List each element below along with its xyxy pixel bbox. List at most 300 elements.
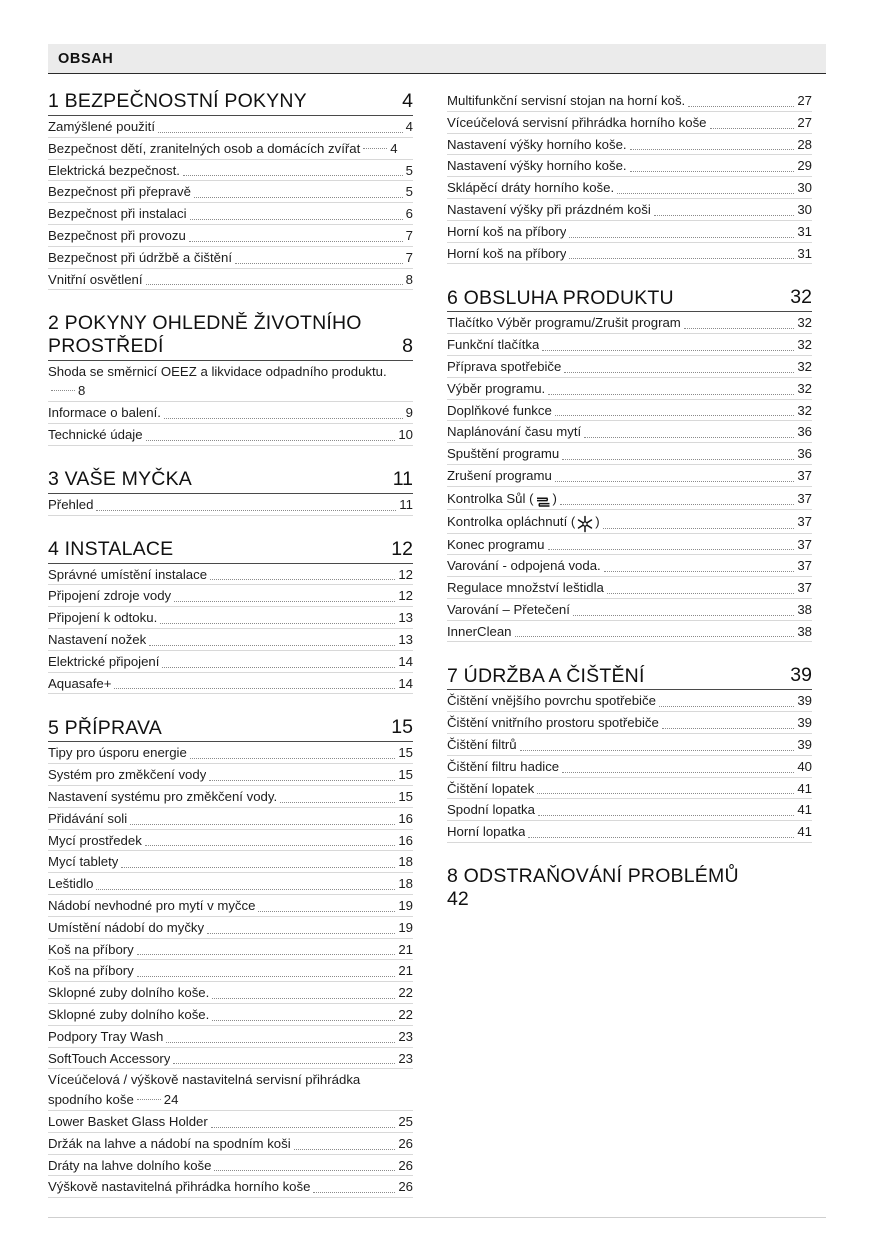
toc-entry-leader xyxy=(604,571,795,572)
toc-entry-page: 21 xyxy=(398,941,413,957)
toc-entry-label: Nastavení systému pro změkčení vody. xyxy=(48,788,278,804)
toc-entry[interactable] xyxy=(48,585,413,607)
toc-entry-page: 32 xyxy=(797,358,812,374)
toc-entry[interactable] xyxy=(447,199,812,221)
toc-entry-page: 19 xyxy=(398,919,413,935)
toc-entry-label: Bezpečnost při údržbě a čištění xyxy=(48,249,232,265)
page-header xyxy=(48,44,826,74)
toc-entry-leader xyxy=(562,459,794,460)
toc-entry[interactable] xyxy=(447,177,812,199)
toc-entry-label-suffix: ) xyxy=(552,490,557,506)
toc-entry-page: 4 xyxy=(390,140,398,156)
toc-entry-label: Čištění lopatek xyxy=(447,780,535,796)
toc-entry-leader xyxy=(584,437,794,438)
toc-entry[interactable] xyxy=(447,134,812,156)
toc-chapter-title: 2 POKYNY OHLEDNĚ ŽIVOTNÍHO PROSTŘEDÍ xyxy=(48,312,362,357)
toc-entry[interactable] xyxy=(48,764,413,786)
toc-entry-label: Výškově nastavitelná přihrádka horního koše xyxy=(48,1179,311,1195)
toc-entry-leader xyxy=(166,1042,395,1043)
toc-entry-label: Nastavení výšky při prázdném koši xyxy=(447,201,651,217)
toc-entry-leader xyxy=(137,1099,161,1100)
toc-entry[interactable] xyxy=(447,112,812,134)
toc-entry-leader xyxy=(209,780,395,781)
toc-entry[interactable] xyxy=(48,494,413,516)
toc-entry-leader xyxy=(688,106,794,107)
toc-entry-page: 9 xyxy=(405,405,413,421)
toc-entry-leader xyxy=(569,258,794,259)
toc-entry-page: 14 xyxy=(398,653,413,669)
toc-entry-label: Bezpečnost při přepravě xyxy=(48,184,191,200)
toc-right-column xyxy=(447,90,812,913)
toc-entry-leader xyxy=(662,728,794,729)
toc-entry-label: Informace o balení. xyxy=(48,405,161,421)
toc-chapter-heading[interactable] xyxy=(447,286,812,312)
toc-entry-page: 14 xyxy=(398,675,413,691)
toc-chapter-title: 6 OBSLUHA PRODUKTU xyxy=(447,286,674,309)
toc-entry-page: 37 xyxy=(797,536,812,552)
toc-entry-page: 23 xyxy=(398,1028,413,1044)
toc-chapter-page: 32 xyxy=(790,286,812,309)
toc-entry-leader xyxy=(164,418,403,419)
toc-entry-page: 37 xyxy=(797,467,812,483)
toc-entry-page: 11 xyxy=(399,496,413,512)
toc-entry-page: 40 xyxy=(797,758,812,774)
toc-entry-label-suffix: ) xyxy=(595,514,600,530)
toc-entry-label: Spodní lopatka xyxy=(447,802,535,818)
toc-entry-label: Čištění vnitřního prostoru spotřebiče xyxy=(447,715,659,731)
toc-entry[interactable] xyxy=(48,982,413,1004)
toc-entry[interactable] xyxy=(447,443,812,465)
toc-entry-page: 32 xyxy=(797,315,812,331)
toc-entry-label: Připojení zdroje vody xyxy=(48,588,172,604)
salt-indicator-icon xyxy=(535,495,552,509)
toc-entry[interactable] xyxy=(447,555,812,577)
toc-entry-leader xyxy=(149,645,395,646)
toc-entry-label: Přidávání soli xyxy=(48,810,128,826)
toc-entry-label: Podpory Tray Wash xyxy=(48,1028,164,1044)
toc-entry-label: Multifunkční servisní stojan na horní koš. xyxy=(447,93,686,108)
toc-entry-page: 25 xyxy=(398,1113,413,1129)
toc-entry[interactable] xyxy=(48,651,413,673)
toc-entry[interactable] xyxy=(447,155,812,177)
toc-chapter-heading[interactable] xyxy=(48,538,413,564)
toc-entry-page: 15 xyxy=(398,788,413,804)
toc-entry-label: Koš na příbory xyxy=(48,941,134,957)
toc-entry[interactable] xyxy=(48,1069,413,1111)
toc-entry-leader xyxy=(654,215,795,216)
toc-entry[interactable] xyxy=(48,269,413,291)
toc-entry-label: Tipy pro úsporu energie xyxy=(48,745,187,761)
toc-entry-label: Kontrolka Sůl ( xyxy=(447,490,534,506)
toc-entry-label: Nastavení nožek xyxy=(48,631,147,647)
toc-entry[interactable] xyxy=(48,225,413,247)
toc-entry[interactable] xyxy=(48,851,413,873)
toc-entry-page: 29 xyxy=(797,158,812,174)
toc-entry-label: Mycí prostředek xyxy=(48,832,142,848)
toc-entry[interactable] xyxy=(447,734,812,756)
toc-entry[interactable] xyxy=(48,742,413,764)
toc-entry-label: Správné umístění instalace xyxy=(48,566,208,582)
toc-entry-page: 32 xyxy=(797,380,812,396)
toc-entry[interactable] xyxy=(48,786,413,808)
toc-entry-label: Přehled xyxy=(48,496,94,512)
toc-entry-page: 36 xyxy=(797,446,812,462)
toc-entry[interactable] xyxy=(447,778,812,800)
toc-chapter-page: 39 xyxy=(790,664,812,687)
toc-entry-leader xyxy=(313,1192,395,1193)
toc-chapter-page: 15 xyxy=(391,716,413,739)
toc-entry-label: Funkční tlačítka xyxy=(447,337,540,353)
toc-entry-label: Nastavení výšky horního koše. xyxy=(447,158,627,174)
toc-entry-leader xyxy=(212,998,395,999)
toc-entry-leader xyxy=(173,1063,395,1064)
toc-entry[interactable] xyxy=(447,421,812,443)
toc-entry-label: Varování – Přetečení xyxy=(447,601,570,617)
toc-entry[interactable] xyxy=(447,487,812,510)
toc-entry-label: Systém pro změkčení vody xyxy=(48,767,207,783)
toc-entry-leader xyxy=(560,504,794,505)
toc-entry-label: Horní koš na příbory xyxy=(447,245,567,261)
toc-entry-label: Aquasafe+ xyxy=(48,675,112,691)
toc-entry-page: 41 xyxy=(797,824,812,840)
toc-entry[interactable] xyxy=(447,621,812,643)
toc-entry-label: Kontrolka opláchnutí ( xyxy=(447,514,576,530)
toc-entry[interactable] xyxy=(48,607,413,629)
toc-entry-page: 16 xyxy=(398,810,413,826)
toc-entry-leader xyxy=(363,148,387,149)
toc-entry[interactable] xyxy=(48,1048,413,1070)
toc-entry-leader xyxy=(548,549,795,550)
toc-entry-leader xyxy=(174,601,395,602)
toc-entry-page: 22 xyxy=(398,985,413,1001)
toc-entry-leader xyxy=(630,171,795,172)
toc-entry-page: 7 xyxy=(405,249,413,265)
toc-entry-label: Umístění nádobí do myčky xyxy=(48,919,205,935)
toc-entry-leader xyxy=(515,636,795,637)
toc-entry-leader xyxy=(96,889,395,890)
page-title: OBSAH xyxy=(58,50,114,67)
toc-entry[interactable] xyxy=(447,534,812,556)
toc-entry-page: 5 xyxy=(405,162,413,178)
toc-entry-leader xyxy=(121,867,395,868)
toc-entry-label: Víceúčelová servisní přihrádka horního koše xyxy=(447,114,707,130)
toc-entry-page: 26 xyxy=(398,1157,413,1173)
toc-entry-label: Koš na příbory xyxy=(48,963,134,979)
toc-entry-page: 27 xyxy=(797,93,812,108)
toc-entry[interactable] xyxy=(48,1111,413,1133)
toc-entry[interactable] xyxy=(447,510,812,533)
toc-entry[interactable] xyxy=(48,1133,413,1155)
toc-entry-leader xyxy=(562,772,794,773)
toc-entry-leader xyxy=(555,481,795,482)
toc-entry[interactable] xyxy=(48,247,413,269)
toc-entry[interactable] xyxy=(48,895,413,917)
toc-entry-label: SoftTouch Accessory xyxy=(48,1050,171,1066)
toc-entry[interactable] xyxy=(48,939,413,961)
toc-entry-page: 37 xyxy=(797,558,812,574)
toc-entry-leader xyxy=(137,976,396,977)
toc-chapter-heading[interactable] xyxy=(48,312,413,360)
toc-entry-leader xyxy=(96,510,396,511)
toc-entry-page: 22 xyxy=(398,1006,413,1022)
toc-entry[interactable] xyxy=(48,1004,413,1026)
toc-entry-leader xyxy=(528,837,794,838)
toc-chapter-heading[interactable] xyxy=(48,468,413,494)
toc-entry-page: 8 xyxy=(78,383,86,399)
toc-entry[interactable] xyxy=(447,221,812,243)
toc-entry-page: 26 xyxy=(398,1135,413,1151)
toc-entry-leader xyxy=(210,579,395,580)
toc-entry[interactable] xyxy=(48,873,413,895)
toc-entry-page: 37 xyxy=(797,490,812,506)
toc-entry-leader xyxy=(630,149,795,150)
toc-entry-page: 28 xyxy=(797,136,812,152)
toc-entry-label: Nastavení výšky horního koše. xyxy=(447,136,627,152)
toc-entry[interactable] xyxy=(48,1026,413,1048)
toc-entry[interactable] xyxy=(48,424,413,446)
toc-entry-page: 4 xyxy=(405,119,413,134)
toc-entry[interactable] xyxy=(48,361,413,403)
toc-entry-leader xyxy=(146,440,396,441)
toc-entry-label: Regulace množství leštidla xyxy=(447,580,604,596)
footer-divider xyxy=(48,1217,826,1218)
toc-entry-leader xyxy=(212,1020,395,1021)
toc-entry[interactable] xyxy=(447,356,812,378)
toc-entry[interactable] xyxy=(48,203,413,225)
toc-entry-page: 19 xyxy=(398,897,413,913)
toc-entry-leader xyxy=(214,1170,395,1171)
toc-entry-page: 15 xyxy=(398,745,413,761)
toc-entry[interactable] xyxy=(447,756,812,778)
toc-entry-page: 41 xyxy=(797,802,812,818)
toc-entry-page: 18 xyxy=(398,854,413,870)
toc-entry-leader xyxy=(294,1149,396,1150)
toc-entry-page: 6 xyxy=(405,206,413,222)
toc-entry-label: Konec programu xyxy=(447,536,545,552)
toc-entry-page: 41 xyxy=(797,780,812,796)
toc-chapter-title: 4 INSTALACE xyxy=(48,537,174,560)
toc-chapter-page: 42 xyxy=(447,887,469,910)
toc-entry-label: Technické údaje xyxy=(48,426,143,442)
toc-entry[interactable] xyxy=(48,1155,413,1177)
toc-entry-leader xyxy=(235,263,403,264)
toc-chapter-heading[interactable] xyxy=(48,90,413,116)
toc-entry-page: 23 xyxy=(398,1050,413,1066)
toc-entry[interactable] xyxy=(447,465,812,487)
toc-entry-page: 37 xyxy=(797,580,812,596)
toc-entry[interactable] xyxy=(447,799,812,821)
toc-entry-label: Sklopné zuby dolního koše. xyxy=(48,1006,210,1022)
toc-entry-page: 26 xyxy=(398,1179,413,1195)
toc-entry-page: 8 xyxy=(405,271,413,287)
toc-entry-label: Lower Basket Glass Holder xyxy=(48,1113,208,1129)
toc-entry-page: 27 xyxy=(797,114,812,130)
toc-entry[interactable] xyxy=(48,629,413,651)
toc-entry-leader xyxy=(130,824,395,825)
toc-entry-page: 10 xyxy=(398,426,413,442)
toc-entry[interactable] xyxy=(48,808,413,830)
toc-entry-label: Víceúčelová / výškově nastavitelná servisní přihrádka spodního koše xyxy=(48,1072,361,1108)
toc-entry-page: 36 xyxy=(797,424,812,440)
toc-entry-label: Mycí tablety xyxy=(48,854,119,870)
toc-chapter-heading[interactable] xyxy=(447,664,812,690)
toc-entry-page: 13 xyxy=(398,610,413,626)
toc-chapter-title: 1 BEZPEČNOSTNÍ POKYNY xyxy=(48,90,307,113)
toc-chapter-title: 7 ÚDRŽBA A ČIŠTĚNÍ xyxy=(447,664,645,687)
toc-entry-label: Varování - odpojená voda. xyxy=(447,558,601,574)
toc-entry-leader xyxy=(190,219,403,220)
toc-chapter-heading[interactable] xyxy=(48,716,413,742)
toc-entry-leader xyxy=(137,954,396,955)
toc-entry-page: 12 xyxy=(398,588,413,604)
toc-chapter-title: 8 ODSTRAŇOVÁNÍ PROBLÉMŮ xyxy=(447,865,739,888)
toc-entry-page: 32 xyxy=(797,402,812,418)
toc-entry-label: Připojení k odtoku. xyxy=(48,610,158,626)
toc-chapter-page: 4 xyxy=(402,90,413,112)
toc-entry-page: 15 xyxy=(398,767,413,783)
rinse-aid-indicator-icon xyxy=(576,515,594,533)
toc-entry-leader xyxy=(684,328,795,329)
toc-entry-page: 12 xyxy=(398,566,413,582)
toc-entry-label: Čištění vnějšího povrchu spotřebiče xyxy=(447,693,656,709)
toc-entry-leader xyxy=(211,1127,396,1128)
toc-left-column xyxy=(48,90,413,1198)
toc-entry-label: Horní lopatka xyxy=(447,824,526,840)
toc-columns xyxy=(48,90,826,1198)
toc-chapter-page: 12 xyxy=(391,537,413,560)
toc-entry-page: 38 xyxy=(797,623,812,639)
toc-entry-label: Nádobí nevhodné pro mytí v myčce xyxy=(48,897,256,913)
toc-entry-label: Doplňkové funkce xyxy=(447,402,552,418)
toc-entry-page: 31 xyxy=(797,245,812,261)
toc-entry-page: 7 xyxy=(405,227,413,243)
toc-entry-page: 38 xyxy=(797,601,812,617)
toc-entry[interactable] xyxy=(48,402,413,424)
toc-entry-page: 16 xyxy=(398,832,413,848)
toc-entry-page: 30 xyxy=(797,180,812,196)
toc-entry-leader xyxy=(538,815,794,816)
toc-entry-page: 30 xyxy=(797,201,812,217)
toc-entry-label: Bezpečnost dětí, zranitelných osob a domácích zvířat xyxy=(48,140,361,156)
toc-entry-leader xyxy=(542,350,794,351)
toc-entry[interactable] xyxy=(48,960,413,982)
toc-entry-leader xyxy=(258,911,395,912)
toc-entry-page: 31 xyxy=(797,223,812,239)
toc-entry-page: 39 xyxy=(797,693,812,709)
toc-entry[interactable] xyxy=(447,577,812,599)
toc-entry-page: 21 xyxy=(398,963,413,979)
toc-entry-leader xyxy=(555,415,794,416)
toc-entry-leader xyxy=(659,706,794,707)
toc-entry-label: Leštidlo xyxy=(48,876,94,892)
toc-entry-label: Čištění filtrů xyxy=(447,737,517,753)
toc-entry[interactable] xyxy=(447,821,812,843)
toc-entry[interactable] xyxy=(48,564,413,586)
toc-entry-label: Horní koš na příbory xyxy=(447,223,567,239)
toc-entry-label: Zamýšlené použití xyxy=(48,119,156,134)
toc-chapter-page: 8 xyxy=(402,334,413,357)
toc-entry-page: 32 xyxy=(797,337,812,353)
toc-entry-leader xyxy=(194,197,403,198)
toc-chapter-page: 11 xyxy=(392,467,413,490)
toc-entry-page: 13 xyxy=(398,631,413,647)
toc-entry[interactable] xyxy=(48,830,413,852)
toc-entry-leader xyxy=(190,758,396,759)
toc-entry[interactable] xyxy=(447,312,812,334)
toc-entry-page: 18 xyxy=(398,876,413,892)
toc-entry[interactable] xyxy=(48,917,413,939)
toc-entry-label: Čištění filtru hadice xyxy=(447,758,560,774)
toc-entry-leader xyxy=(573,615,794,616)
toc-entry-label: InnerClean xyxy=(447,623,512,639)
toc-entry-leader xyxy=(569,237,794,238)
toc-entry[interactable] xyxy=(48,1176,413,1198)
toc-entry-label: Bezpečnost při provozu xyxy=(48,227,186,243)
toc-entry[interactable] xyxy=(447,334,812,356)
toc-entry-leader xyxy=(183,175,403,176)
toc-entry-page: 37 xyxy=(797,514,812,530)
toc-entry-leader xyxy=(520,750,795,751)
toc-entry-page: 39 xyxy=(797,737,812,753)
toc-entry-label: Naplánování času mytí xyxy=(447,424,582,440)
toc-entry-leader xyxy=(548,394,794,395)
toc-entry[interactable] xyxy=(447,400,812,422)
toc-entry-label: Dráty na lahve dolního koše xyxy=(48,1157,212,1173)
toc-entry-leader xyxy=(710,128,795,129)
toc-entry-page: 39 xyxy=(797,715,812,731)
toc-entry-leader xyxy=(537,793,794,794)
toc-entry-label: Elektrické připojení xyxy=(48,653,160,669)
toc-entry[interactable] xyxy=(48,116,413,138)
toc-entry[interactable] xyxy=(447,690,812,712)
toc-entry-label: Příprava spotřebiče xyxy=(447,358,562,374)
toc-chapter-title: 5 PŘÍPRAVA xyxy=(48,716,162,739)
toc-entry-leader xyxy=(207,933,395,934)
toc-entry-page: 24 xyxy=(163,1092,179,1108)
toc-entry[interactable] xyxy=(48,138,413,160)
toc-entry-leader xyxy=(114,688,395,689)
toc-entry[interactable] xyxy=(447,243,812,265)
toc-entry[interactable] xyxy=(48,160,413,182)
toc-entry[interactable] xyxy=(48,673,413,695)
toc-entry-label: Sklopné zuby dolního koše. xyxy=(48,985,210,1001)
toc-entry-label: Držák na lahve a nádobí na spodním koši xyxy=(48,1135,291,1151)
toc-entry-leader xyxy=(145,845,396,846)
toc-entry-label: Vnitřní osvětlení xyxy=(48,271,143,287)
toc-entry[interactable] xyxy=(447,599,812,621)
toc-entry-leader xyxy=(617,193,794,194)
toc-entry-leader xyxy=(160,623,395,624)
toc-entry-leader xyxy=(280,802,395,803)
toc-entry-label: Shoda se směrnicí OEEZ a likvidace odpadního produktu. xyxy=(48,363,387,379)
toc-entry-leader xyxy=(158,132,403,133)
toc-entry-leader xyxy=(607,593,794,594)
toc-entry-label: Zrušení programu xyxy=(447,467,552,483)
toc-entry-leader xyxy=(146,284,403,285)
toc-chapter-heading[interactable] xyxy=(447,865,812,913)
toc-entry-leader xyxy=(51,390,75,391)
toc-entry-leader xyxy=(162,667,395,668)
toc-entry-page: 5 xyxy=(405,184,413,200)
toc-entry[interactable] xyxy=(48,181,413,203)
toc-entry-label: Spuštění programu xyxy=(447,446,560,462)
toc-entry[interactable] xyxy=(447,90,812,112)
toc-chapter-title: 3 VAŠE MYČKA xyxy=(48,468,193,491)
toc-entry[interactable] xyxy=(447,378,812,400)
toc-entry-label: Elektrická bezpečnost. xyxy=(48,162,180,178)
toc-entry-leader xyxy=(603,528,795,529)
toc-entry[interactable] xyxy=(447,712,812,734)
